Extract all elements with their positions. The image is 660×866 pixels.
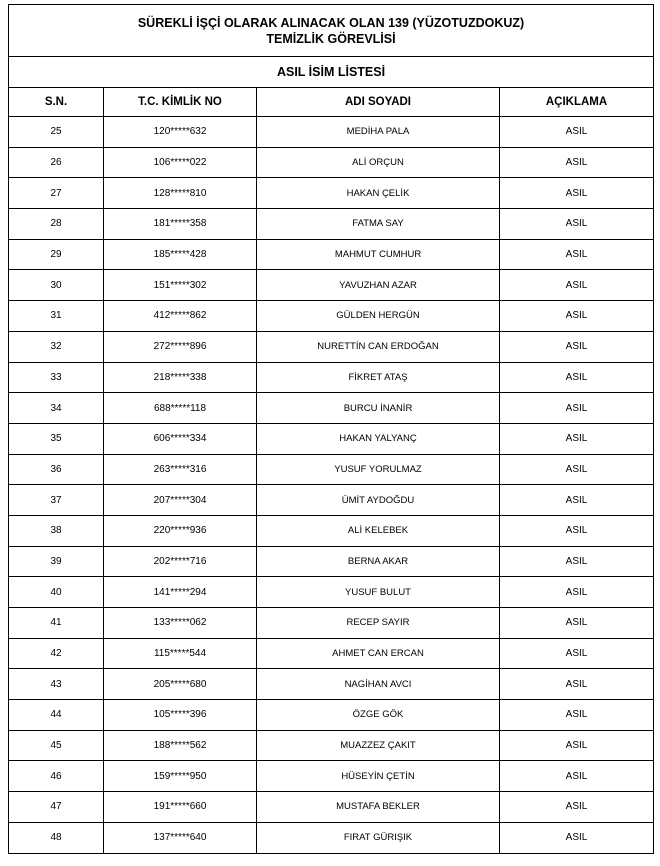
cell-sn: 32 [9,331,104,362]
cell-note: ASIL [500,608,654,639]
table-row [9,638,654,669]
cell-sn: 29 [9,239,104,270]
table-row [9,485,654,516]
cell-note: ASIL [500,792,654,823]
cell-tc-id: 181*****358 [104,209,257,240]
cell-sn: 37 [9,485,104,516]
cell-sn: 38 [9,515,104,546]
cell-note: ASIL [500,454,654,485]
table-row [9,608,654,639]
cell-sn: 35 [9,423,104,454]
cell-name: BERNA AKAR [257,546,500,577]
cell-note: ASIL [500,209,654,240]
column-header-note: AÇIKLAMA [500,88,654,117]
cell-tc-id: 220*****936 [104,515,257,546]
cell-tc-id: 105*****396 [104,700,257,731]
table-row [9,117,654,148]
cell-name: YAVUZHAN AZAR [257,270,500,301]
cell-name: HAKAN ÇELİK [257,178,500,209]
cell-name: YUSUF YORULMAZ [257,454,500,485]
cell-tc-id: 133*****062 [104,608,257,639]
cell-name: MUSTAFA BEKLER [257,792,500,823]
cell-sn: 42 [9,638,104,669]
table-row [9,270,654,301]
cell-tc-id: 151*****302 [104,270,257,301]
cell-tc-id: 128*****810 [104,178,257,209]
table-row [9,546,654,577]
cell-note: ASIL [500,700,654,731]
cell-note: ASIL [500,822,654,853]
cell-sn: 36 [9,454,104,485]
cell-tc-id: 205*****680 [104,669,257,700]
cell-note: ASIL [500,515,654,546]
cell-tc-id: 115*****544 [104,638,257,669]
cell-note: ASIL [500,331,654,362]
document-title [9,5,654,57]
cell-tc-id: 263*****316 [104,454,257,485]
cell-sn: 25 [9,117,104,148]
cell-tc-id: 606*****334 [104,423,257,454]
cell-name: RECEP SAYIR [257,608,500,639]
column-header-name: ADI SOYADI [257,88,500,117]
cell-name: MUAZZEZ ÇAKIT [257,730,500,761]
cell-sn: 44 [9,700,104,731]
cell-name: NURETTİN CAN ERDOĞAN [257,331,500,362]
cell-name: FATMA SAY [257,209,500,240]
table-row [9,792,654,823]
table-row [9,515,654,546]
cell-sn: 41 [9,608,104,639]
cell-note: ASIL [500,362,654,393]
cell-sn: 47 [9,792,104,823]
cell-name: NAGİHAN AVCI [257,669,500,700]
cell-name: FIRAT GÜRIŞIK [257,822,500,853]
cell-name: ALİ KELEBEK [257,515,500,546]
table-row [9,822,654,853]
table-body [9,117,654,854]
cell-name: HÜSEYİN ÇETİN [257,761,500,792]
cell-tc-id: 191*****660 [104,792,257,823]
table-row [9,700,654,731]
cell-sn: 27 [9,178,104,209]
cell-note: ASIL [500,761,654,792]
cell-sn: 26 [9,147,104,178]
cell-tc-id: 412*****862 [104,301,257,332]
cell-note: ASIL [500,485,654,516]
table-row [9,239,654,270]
table-row [9,393,654,424]
cell-note: ASIL [500,546,654,577]
cell-note: ASIL [500,638,654,669]
title-line-2: TEMİZLİK GÖREVLİSİ [266,31,396,46]
cell-sn: 46 [9,761,104,792]
cell-tc-id: 137*****640 [104,822,257,853]
cell-note: ASIL [500,301,654,332]
cell-name: BURCU İNANİR [257,393,500,424]
cell-tc-id: 202*****716 [104,546,257,577]
cell-sn: 31 [9,301,104,332]
cell-sn: 30 [9,270,104,301]
cell-note: ASIL [500,270,654,301]
name-list-table [8,4,654,854]
cell-tc-id: 141*****294 [104,577,257,608]
cell-note: ASIL [500,423,654,454]
table-row [9,362,654,393]
cell-tc-id: 688*****118 [104,393,257,424]
cell-name: ÜMİT AYDOĞDU [257,485,500,516]
cell-note: ASIL [500,117,654,148]
cell-tc-id: 188*****562 [104,730,257,761]
cell-name: ALİ ORÇUN [257,147,500,178]
cell-name: MAHMUT CUMHUR [257,239,500,270]
cell-note: ASIL [500,730,654,761]
column-header-tc-id: T.C. KİMLİK NO [104,88,257,117]
cell-name: HAKAN YALYANÇ [257,423,500,454]
cell-sn: 40 [9,577,104,608]
document [8,4,653,854]
list-subtitle: ASIL İSİM LİSTESİ [9,57,654,88]
cell-name: MEDİHA PALA [257,117,500,148]
table-row [9,761,654,792]
cell-sn: 39 [9,546,104,577]
cell-sn: 28 [9,209,104,240]
cell-tc-id: 207*****304 [104,485,257,516]
table-row [9,209,654,240]
cell-name: FİKRET ATAŞ [257,362,500,393]
table-row [9,301,654,332]
cell-tc-id: 159*****950 [104,761,257,792]
cell-note: ASIL [500,393,654,424]
cell-note: ASIL [500,178,654,209]
cell-name: ÖZGE GÖK [257,700,500,731]
cell-tc-id: 106*****022 [104,147,257,178]
cell-name: GÜLDEN HERGÜN [257,301,500,332]
table-row [9,454,654,485]
cell-note: ASIL [500,577,654,608]
table-row [9,178,654,209]
cell-note: ASIL [500,147,654,178]
table-row [9,669,654,700]
table-row [9,331,654,362]
cell-tc-id: 272*****896 [104,331,257,362]
cell-note: ASIL [500,239,654,270]
cell-name: AHMET CAN ERCAN [257,638,500,669]
cell-sn: 48 [9,822,104,853]
cell-sn: 43 [9,669,104,700]
cell-tc-id: 185*****428 [104,239,257,270]
table-header-row [9,88,654,117]
column-header-sn: S.N. [9,88,104,117]
cell-sn: 33 [9,362,104,393]
table-row [9,423,654,454]
table-row [9,577,654,608]
cell-note: ASIL [500,669,654,700]
table-row [9,730,654,761]
title-line-1: SÜREKLİ İŞÇİ OLARAK ALINACAK OLAN 139 (YÜZOTUZDOKUZ) [137,15,525,30]
cell-tc-id: 218*****338 [104,362,257,393]
cell-sn: 34 [9,393,104,424]
cell-tc-id: 120*****632 [104,117,257,148]
cell-name: YUSUF BULUT [257,577,500,608]
cell-sn: 45 [9,730,104,761]
table-row [9,147,654,178]
